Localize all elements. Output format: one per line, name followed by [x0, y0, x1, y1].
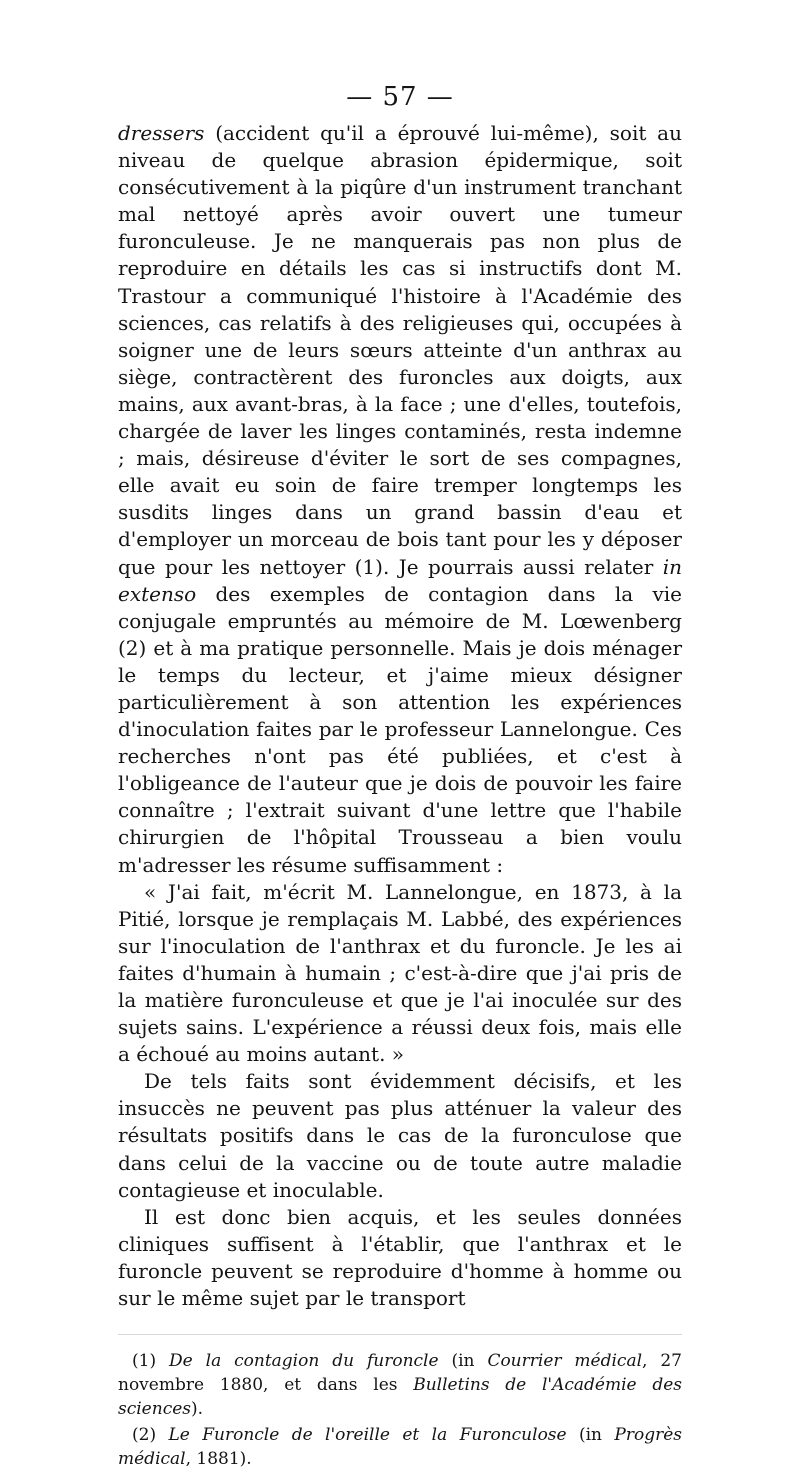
- footnote-divider: [118, 1334, 682, 1335]
- footnote-marker: (2): [132, 1425, 169, 1446]
- footnote-2: [118, 1423, 682, 1471]
- italic-term: dressers: [118, 121, 205, 145]
- paragraph-4: Il est donc bien acquis, et les seules données cliniques suffisent à l'établir, que l'anthrax et le furoncle peuvent se reproduire d'homme à homme ou sur le même sujet par le transport: [118, 1204, 682, 1311]
- paragraph-2: « J'ai fait, m'écrit M. Lannelongue, en 1873, à la Pitié, lorsque je remplaçais M. Labbé, des expériences sur l'inoculation de l'anthrax et du furoncle. Je les ai faites d'humain à humain ; c'est-à-dire que j'ai pris de la matière furonculeuse et que je l'ai inoculée sur des sujets sains. L'expérience a réussi deux fois, mais elle a échoué au moins autant. »: [118, 879, 682, 1067]
- footnote-text: ).: [191, 1399, 204, 1420]
- paragraph-3: De tels faits sont évidemment décisifs, et les insuccès ne peuvent pas plus atténuer la valeur des résultats positifs dans le cas de la furonculose que dans celui de la vaccine ou de toute autre maladie contagieuse et inoculable.: [118, 1069, 682, 1202]
- footnote-title: Le Furoncle de l'oreille et la Furonculose: [168, 1425, 567, 1446]
- footnote-title: De la contagion du furoncle: [169, 1351, 439, 1372]
- paragraph-text: des exemples de contagion dans la vie conjugale empruntés au mémoire de M. Lœwenberg (2) et à ma pratique personnelle. Mais je dois ménager le temps du lecteur, et j'aime mieux désigner particulièrement à son attention les expériences d'inoculation faites par le professeur Lannelongue. Ces recherches n'ont pas été publiées, et c'est à l'obligeance de l'auteur que je dois de pouvoir les faire connaître ; l'extrait suivant d'une lettre que l'habile chirurgien de l'hôpital Trousseau a bien voulu m'adresser les résume suffisamment :: [118, 581, 682, 877]
- footnote-text: (in: [438, 1351, 488, 1372]
- body-text: [118, 120, 682, 1312]
- italic-term: in extenso: [118, 554, 682, 606]
- footnotes: [118, 1349, 682, 1471]
- footnote-text: , 27 novembre 1880, et dans les: [118, 1351, 682, 1396]
- book-page: [118, 80, 682, 1473]
- footnote-journal: Bulletins de l'Académie des sciences: [118, 1375, 682, 1420]
- footnote-1: [118, 1349, 682, 1421]
- footnote-text: (in: [566, 1425, 615, 1446]
- paragraph-text: (accident qu'il a éprouvé lui-même), soit au niveau de quelque abrasion épidermique, soit consécutivement à la piqûre d'un instrument tranchant mal nettoyé après avoir ouvert une tumeur furonculeuse. Je ne manquerais pas non plus de reproduire en détails les cas si instructifs dont M. Trastour a communiqué l'histoire à l'Académie des sciences, cas relatifs à des religieuses qui, occupées à soigner une de leurs sœurs atteinte d'un anthrax au siège, contractèrent des furoncles aux doigts, aux mains, aux avant-bras, à la face ; une d'elles, toutefois, chargée de laver les linges contaminés, resta indemne ; mais, désireuse d'éviter le sort de ses compagnes, elle avait eu soin de faire tremper longtemps les susdits linges dans un grand bassin d'eau et d'employer un morceau de bois tant pour les y déposer que pour les nettoyer (1). Je pourrais aussi relater: [118, 121, 682, 579]
- footnote-journal: Courrier médical: [487, 1351, 643, 1372]
- footnote-journal: Progrès médical: [118, 1425, 683, 1470]
- paragraph-1: [118, 120, 682, 879]
- page-number: — 57 —: [346, 82, 454, 112]
- footnote-marker: (1): [132, 1351, 170, 1372]
- footnote-text: , 1881).: [185, 1449, 252, 1470]
